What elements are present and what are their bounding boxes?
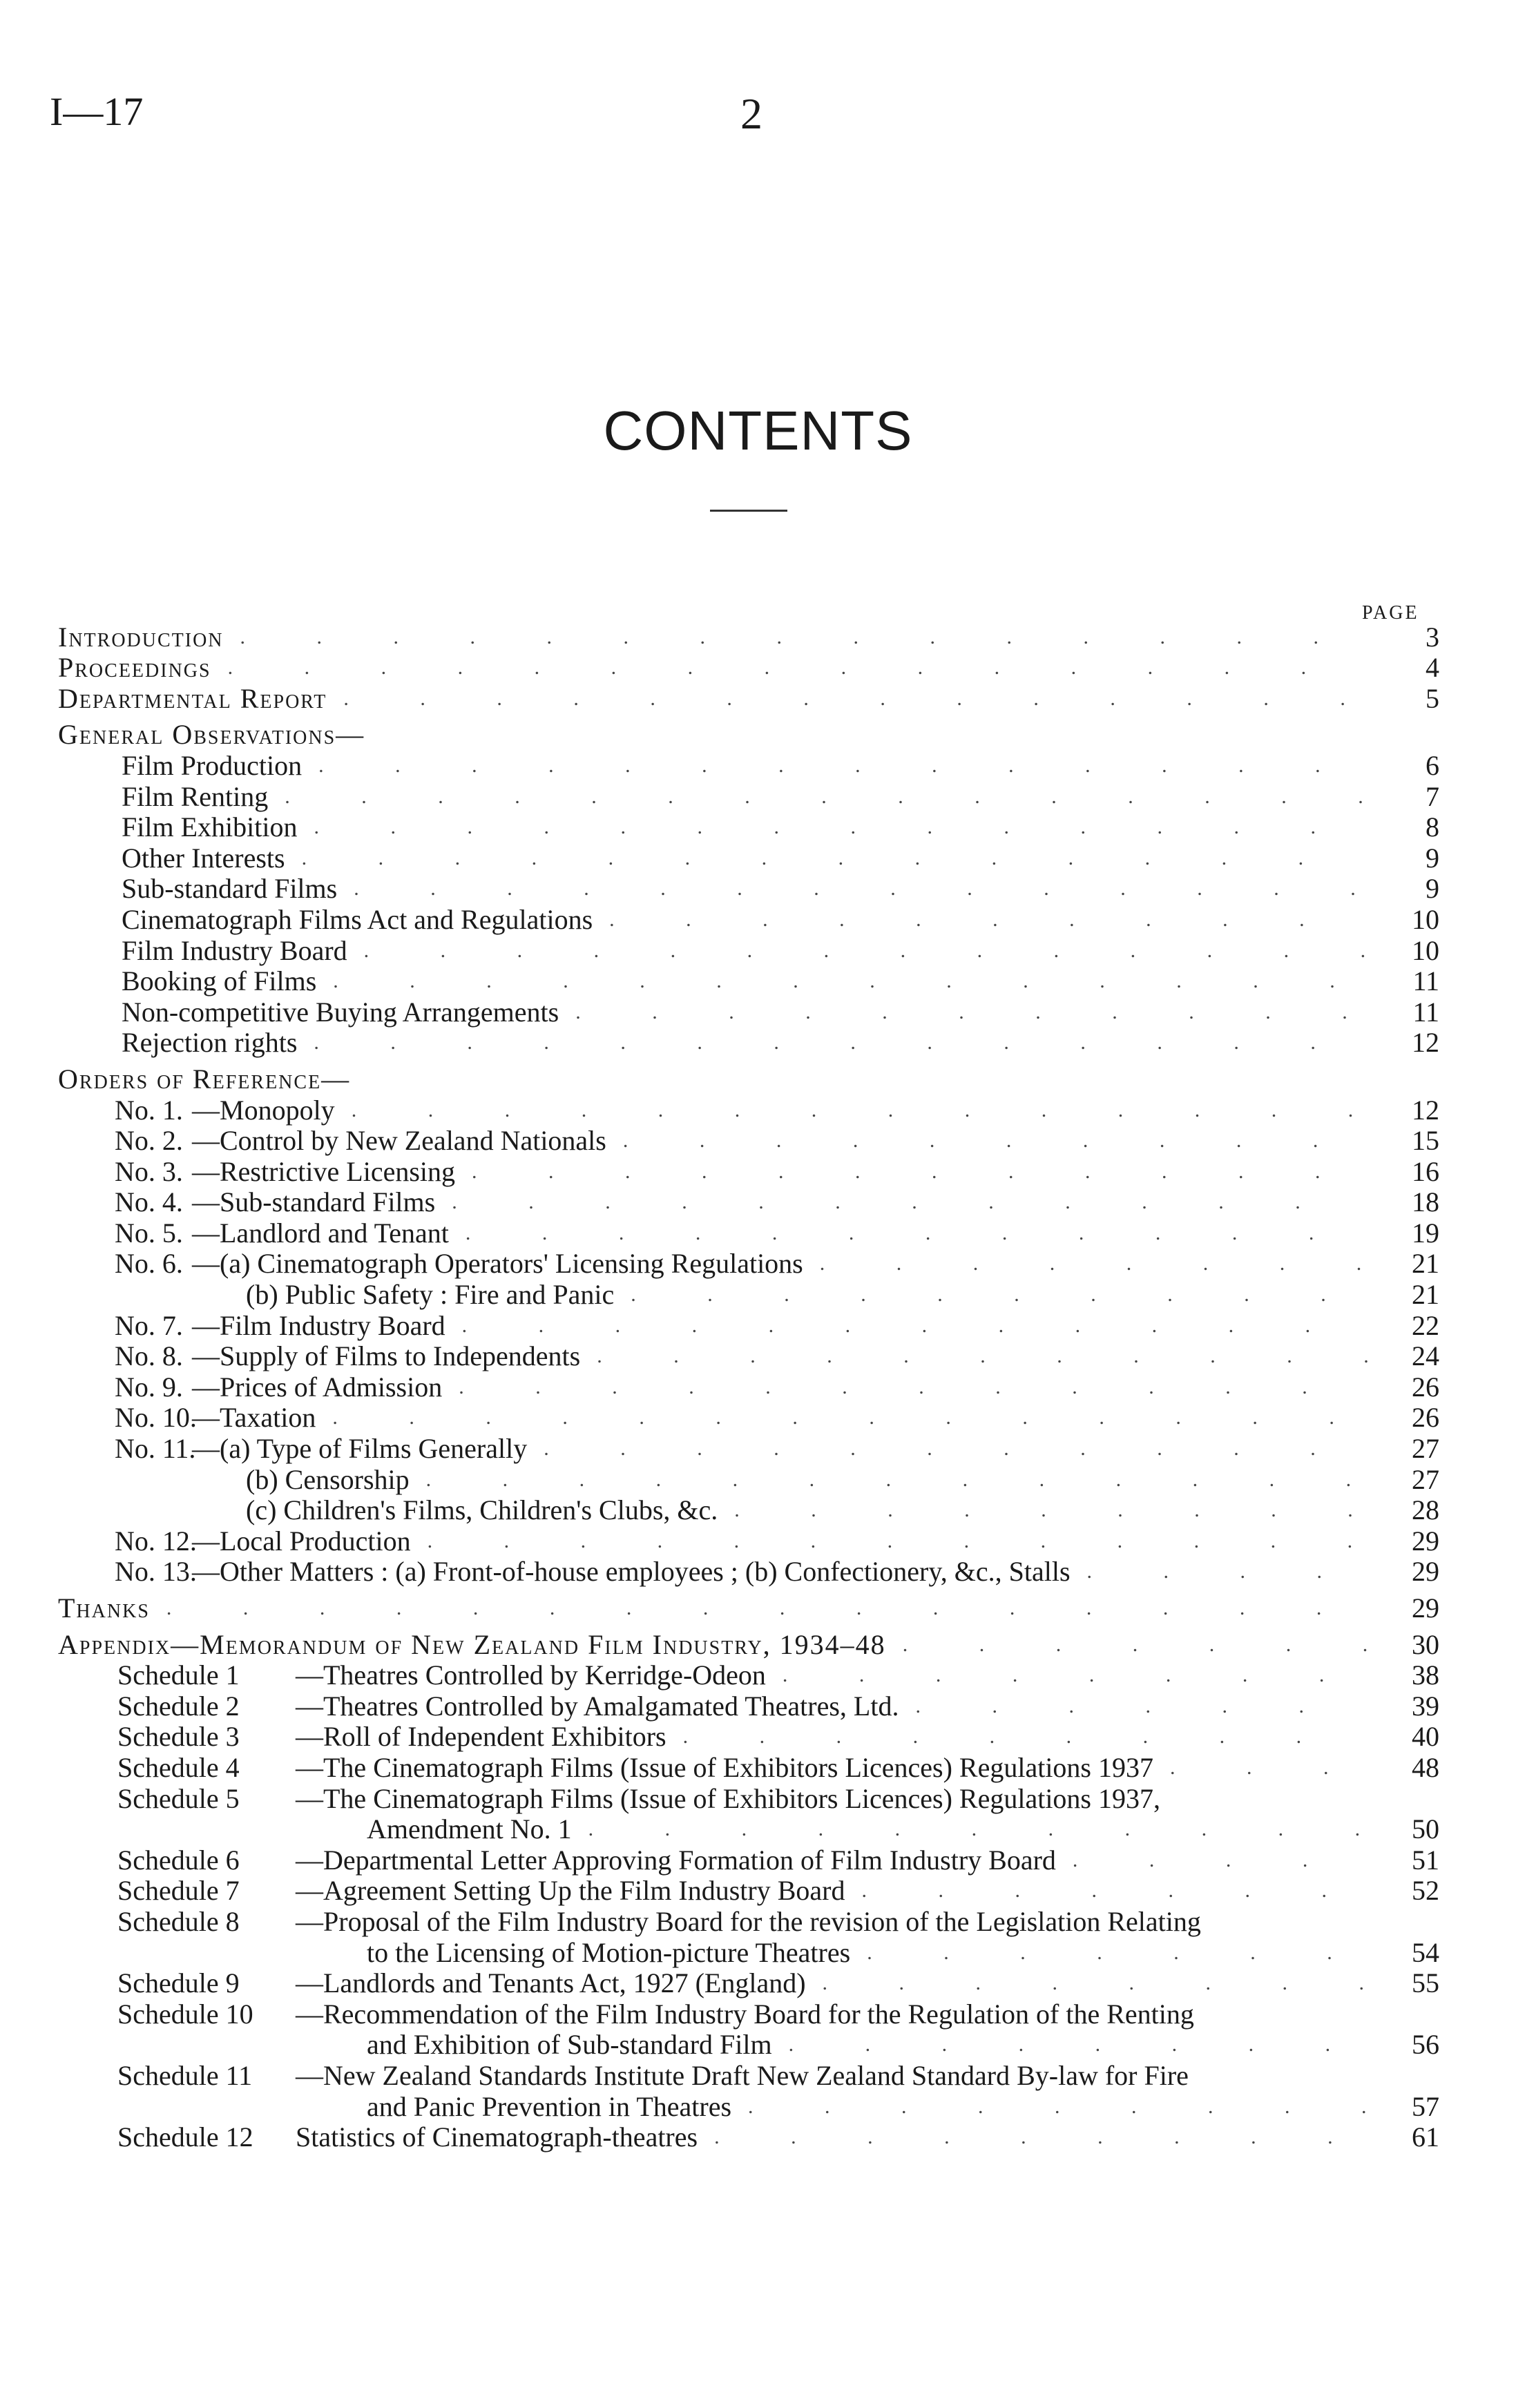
toc-entry[interactable] — [58, 996, 1439, 1028]
dot-leader — [575, 997, 1368, 1028]
schedule-name: Schedule 7 — [117, 1875, 240, 1907]
toc-entry-label: —Other Matters : (a) Front-of-house employees ; (b) Confectionery, &c., Stalls — [192, 1556, 1071, 1588]
order-number: No. 9. — [115, 1371, 183, 1403]
toc-entry-text — [115, 1157, 455, 1187]
toc-entry-page: 3 — [1426, 621, 1439, 653]
toc-entry-page: 9 — [1426, 842, 1439, 874]
toc-entry[interactable] — [58, 1095, 1439, 1126]
schedule-text — [117, 1907, 1201, 1937]
schedule-title: to the Licensing of Motion-picture Theatres — [367, 1936, 851, 1968]
toc-entry[interactable] — [58, 1279, 1439, 1310]
toc-entry-label: —Restrictive Licensing — [192, 1155, 456, 1187]
toc-entry-label: —Control by New Zealand Nationals — [192, 1125, 606, 1157]
schedule-entry-line — [58, 1783, 1439, 1814]
toc-entry-text — [246, 1495, 718, 1525]
toc-entry-page: 56 — [1412, 2029, 1439, 2061]
schedule-entry[interactable] — [58, 2122, 1439, 2153]
toc-entry-text — [115, 1341, 580, 1371]
order-number: No. 11. — [115, 1433, 196, 1465]
schedule-text — [117, 1660, 766, 1691]
toc-entry[interactable] — [58, 1187, 1439, 1218]
dot-leader — [783, 1660, 1368, 1691]
toc-entry-text — [115, 1403, 316, 1433]
schedule-title: Statistics of Cinematograph-theatres — [296, 2121, 698, 2153]
dot-leader — [314, 812, 1368, 842]
toc-entry-label: Booking of Films — [122, 965, 317, 997]
table-of-contents — [58, 622, 1439, 2152]
toc-entry-label: Film Exhibition — [122, 811, 298, 843]
toc-entry-page: 27 — [1412, 1433, 1439, 1465]
toc-entry[interactable] — [58, 1433, 1439, 1464]
toc-entry-page: 7 — [1426, 780, 1439, 812]
toc-entry-page: 15 — [1412, 1125, 1439, 1157]
toc-entry-text — [115, 1311, 445, 1341]
toc-entry-text — [115, 1557, 1071, 1587]
document-reference: I—17 — [50, 89, 144, 134]
toc-entry-introduction[interactable] — [58, 622, 1439, 653]
toc-entry-thanks[interactable] — [58, 1592, 1439, 1624]
dot-leader — [354, 874, 1368, 904]
page-column-label: PAGE — [1362, 602, 1419, 624]
toc-entry-label: —(a) Type of Films Generally — [192, 1433, 528, 1465]
toc-entry-page: 50 — [1412, 1813, 1439, 1845]
dot-leader — [1170, 1753, 1368, 1783]
schedule-name: Schedule 10 — [117, 1998, 253, 2030]
schedule-entry[interactable] — [58, 1876, 1439, 1907]
toc-entry-text — [115, 1095, 335, 1126]
schedule-text — [117, 1999, 1194, 2030]
schedule-entry[interactable] — [58, 1722, 1439, 1753]
schedule-text — [367, 1938, 850, 1968]
dot-leader — [428, 1526, 1368, 1557]
schedule-entry[interactable] — [58, 1691, 1439, 1722]
toc-entry-page: 18 — [1412, 1186, 1439, 1218]
toc-entry-page: 9 — [1426, 873, 1439, 905]
toc-entry-label: Film Production — [122, 749, 303, 781]
toc-entry[interactable] — [58, 1217, 1439, 1249]
schedule-title: —Landlords and Tenants Act, 1927 (England) — [296, 1967, 806, 1999]
toc-section-orders-of-reference — [58, 1063, 1439, 1095]
dot-leader — [544, 1434, 1368, 1464]
toc-entry-page: 8 — [1426, 811, 1439, 843]
dot-leader — [333, 966, 1368, 996]
toc-entry-label: —Film Industry Board — [192, 1309, 445, 1341]
order-number: No. 2. — [115, 1125, 183, 1157]
toc-entry-text — [246, 1465, 410, 1495]
toc-section-general-observations — [58, 720, 1439, 751]
toc-entry-page: 29 — [1412, 1592, 1439, 1624]
dot-leader — [714, 2122, 1368, 2152]
dot-leader — [903, 1630, 1368, 1660]
section-heading: General Observations— — [58, 719, 365, 751]
toc-entry-page: 51 — [1412, 1844, 1439, 1876]
toc-entry-label: Appendix—Memorandum of New Zealand Film Industry, 1934–48 — [58, 1628, 886, 1660]
toc-entry-page: 21 — [1412, 1248, 1439, 1280]
toc-entry-label: (b) Censorship — [246, 1463, 410, 1495]
schedule-entry-line — [58, 2060, 1439, 2091]
section-heading: Orders of Reference— — [58, 1063, 351, 1095]
toc-entry-label: Departmental Report — [58, 682, 327, 714]
schedule-title: —Proposal of the Film Industry Board for the revision of the Legislation Relating — [296, 1905, 1201, 1937]
toc-entry-page: 21 — [1412, 1279, 1439, 1311]
dot-leader — [609, 905, 1368, 935]
toc-entry-text — [115, 1187, 435, 1217]
toc-entry-label: Sub-standard Films — [122, 873, 338, 905]
dot-leader — [343, 684, 1368, 714]
toc-entry-label: —Taxation — [192, 1402, 316, 1434]
toc-entry-label: —Landlord and Tenant — [192, 1217, 449, 1249]
schedule-title: —The Cinematograph Films (Issue of Exhibitors Licences) Regulations 1937 — [296, 1751, 1153, 1783]
toc-entry-text — [115, 1218, 449, 1249]
toc-entry-label: Rejection rights — [122, 1027, 298, 1059]
schedule-entry[interactable] — [58, 1937, 1439, 1968]
schedule-text — [117, 1753, 1153, 1783]
dot-leader — [318, 751, 1368, 781]
toc-entry[interactable] — [58, 781, 1439, 812]
toc-entry-page: 6 — [1426, 749, 1439, 781]
toc-entry[interactable] — [58, 1156, 1439, 1187]
toc-entry-text — [246, 1280, 614, 1310]
toc-entry-page: 27 — [1412, 1463, 1439, 1495]
toc-entry[interactable] — [58, 1371, 1439, 1403]
order-number: No. 4. — [115, 1186, 183, 1218]
order-number: No. 13. — [115, 1556, 197, 1588]
toc-entry-page: 57 — [1412, 2090, 1439, 2122]
toc-entry-page: 30 — [1412, 1628, 1439, 1660]
dot-leader — [352, 1095, 1368, 1126]
order-number: No. 10. — [115, 1402, 197, 1434]
schedule-text — [117, 1784, 1160, 1814]
dot-leader — [597, 1341, 1368, 1371]
toc-entry-departmental-report[interactable] — [58, 683, 1439, 714]
toc-entry-text — [115, 1526, 411, 1557]
schedule-name: Schedule 2 — [117, 1690, 240, 1722]
toc-entry-label: (b) Public Safety : Fire and Panic — [246, 1279, 615, 1311]
toc-entry-label: (c) Children's Films, Children's Clubs, &c. — [246, 1494, 718, 1526]
schedule-title: and Panic Prevention in Theatres — [367, 2090, 732, 2122]
schedule-title: —Agreement Setting Up the Film Industry Board — [296, 1875, 845, 1907]
toc-entry-page: 10 — [1412, 903, 1439, 935]
dot-leader — [466, 1218, 1368, 1249]
schedule-entry-line — [58, 1906, 1439, 1937]
dot-leader — [631, 1280, 1368, 1310]
schedule-name: Schedule 3 — [117, 1721, 240, 1753]
dot-leader — [364, 936, 1368, 966]
schedule-name: Schedule 12 — [117, 2121, 253, 2153]
toc-entry-label: Film Industry Board — [122, 934, 347, 966]
schedule-title: and Exhibition of Sub-standard Film — [367, 2029, 772, 2061]
toc-entry[interactable] — [58, 1557, 1439, 1588]
toc-entry-page: 29 — [1412, 1556, 1439, 1588]
toc-entry-page: 38 — [1412, 1659, 1439, 1691]
toc-entry-page: 55 — [1412, 1967, 1439, 1999]
toc-entry[interactable] — [58, 1310, 1439, 1341]
toc-entry-text — [115, 1249, 803, 1279]
dot-leader — [332, 1403, 1368, 1433]
toc-entry[interactable] — [58, 1525, 1439, 1557]
dot-leader — [1087, 1557, 1368, 1587]
toc-entry-page: 16 — [1412, 1155, 1439, 1187]
schedule-entry[interactable] — [58, 1752, 1439, 1783]
schedule-entry-line — [58, 1998, 1439, 2030]
dot-leader — [588, 1814, 1368, 1844]
toc-entry-page: 28 — [1412, 1494, 1439, 1526]
toc-entry[interactable] — [58, 904, 1439, 935]
schedule-text — [117, 1691, 899, 1722]
schedule-text — [367, 2092, 731, 2122]
order-number: No. 1. — [115, 1094, 183, 1126]
dot-leader — [789, 2030, 1368, 2060]
toc-entry-label: Other Interests — [122, 842, 285, 874]
toc-entry-page: 19 — [1412, 1217, 1439, 1249]
dot-leader — [452, 1187, 1368, 1217]
schedule-name: Schedule 6 — [117, 1844, 240, 1876]
toc-entry-appendix[interactable] — [58, 1629, 1439, 1660]
toc-entry[interactable] — [58, 935, 1439, 966]
order-number: No. 12. — [115, 1525, 197, 1557]
schedule-text — [117, 1845, 1056, 1876]
dot-leader — [462, 1311, 1368, 1341]
toc-entry-page: 12 — [1412, 1094, 1439, 1126]
toc-entry[interactable] — [58, 1403, 1439, 1434]
toc-entry[interactable] — [58, 1249, 1439, 1280]
schedule-entry[interactable] — [58, 2091, 1439, 2122]
schedule-entry[interactable] — [58, 1814, 1439, 1845]
page-title: CONTENTS — [603, 400, 913, 461]
toc-entry-label: —(a) Cinematograph Operators' Licensing Regulations — [192, 1248, 803, 1280]
schedule-text — [117, 2061, 1189, 2091]
toc-entry[interactable] — [58, 874, 1439, 905]
toc-entry-label: —Prices of Admission — [192, 1371, 443, 1403]
schedule-text — [367, 1814, 572, 1844]
toc-entry-page: 52 — [1412, 1875, 1439, 1907]
schedule-title: Amendment No. 1 — [367, 1813, 572, 1845]
schedule-title: —The Cinematograph Films (Issue of Exhibitors Licences) Regulations 1937, — [296, 1782, 1160, 1814]
schedule-entry[interactable] — [58, 1968, 1439, 1999]
title-rule — [710, 510, 787, 512]
toc-entry-label: —Supply of Films to Independents — [192, 1340, 581, 1372]
toc-entry-page: 54 — [1412, 1936, 1439, 1968]
toc-entry-page: 5 — [1426, 682, 1439, 714]
schedule-name: Schedule 8 — [117, 1905, 240, 1937]
schedule-entry[interactable] — [58, 2030, 1439, 2061]
dot-leader — [867, 1938, 1368, 1968]
toc-entry[interactable] — [58, 1495, 1439, 1526]
dot-leader — [472, 1157, 1368, 1187]
dot-leader — [823, 1968, 1368, 1998]
toc-entry-page: 26 — [1412, 1371, 1439, 1403]
toc-entry[interactable] — [58, 812, 1439, 843]
toc-entry-page: 12 — [1412, 1027, 1439, 1059]
toc-entry-page: 11 — [1412, 996, 1439, 1028]
toc-entry-label: —Sub-standard Films — [192, 1186, 436, 1218]
schedule-title: —Roll of Independent Exhibitors — [296, 1721, 666, 1753]
dot-leader — [623, 1126, 1368, 1156]
toc-entry-page: 61 — [1412, 2121, 1439, 2153]
dot-leader — [1073, 1845, 1368, 1876]
toc-entry-label: Non-competitive Buying Arrangements — [122, 996, 559, 1028]
toc-entry-label: —Monopoly — [192, 1094, 335, 1126]
toc-entry[interactable] — [58, 1464, 1439, 1495]
dot-leader — [915, 1691, 1368, 1722]
toc-entry-label: Introduction — [58, 621, 224, 653]
dot-leader — [861, 1876, 1368, 1906]
toc-entry-page: 39 — [1412, 1690, 1439, 1722]
toc-entry-label: Cinematograph Films Act and Regulations — [122, 903, 593, 935]
dot-leader — [240, 622, 1368, 653]
toc-entry-page: 29 — [1412, 1525, 1439, 1557]
schedule-name: Schedule 4 — [117, 1751, 240, 1783]
toc-entry-page: 26 — [1412, 1402, 1439, 1434]
order-number: No. 5. — [115, 1217, 183, 1249]
schedule-text — [117, 2122, 698, 2152]
schedule-text — [117, 1722, 666, 1752]
schedule-name: Schedule 11 — [117, 2059, 253, 2091]
toc-entry-label: Film Renting — [122, 780, 269, 812]
order-number: No. 6. — [115, 1248, 183, 1280]
order-number: No. 3. — [115, 1155, 183, 1187]
toc-entry-page: 48 — [1412, 1751, 1439, 1783]
toc-entry-label: —Local Production — [192, 1525, 411, 1557]
toc-entry[interactable] — [58, 750, 1439, 781]
schedule-text — [117, 1876, 845, 1906]
schedule-title: —Theatres Controlled by Kerridge-Odeon — [296, 1659, 766, 1691]
schedule-title: —Recommendation of the Film Industry Board for the Regulation of the Renting — [296, 1998, 1194, 2030]
schedule-text — [117, 1968, 806, 1998]
toc-entry-page: 4 — [1426, 652, 1439, 684]
schedule-name: Schedule 5 — [117, 1782, 240, 1814]
dot-leader — [314, 1028, 1368, 1058]
toc-entry[interactable] — [58, 1341, 1439, 1372]
toc-entry[interactable] — [58, 966, 1439, 997]
schedule-text — [367, 2030, 772, 2060]
toc-entry-proceedings[interactable] — [58, 653, 1439, 684]
toc-entry-label: Thanks — [58, 1592, 150, 1624]
toc-entry-text — [115, 1434, 527, 1464]
toc-entry-text — [115, 1126, 606, 1156]
dot-leader — [820, 1249, 1368, 1279]
schedule-entry[interactable] — [58, 1844, 1439, 1876]
dot-leader — [459, 1372, 1368, 1403]
toc-entry[interactable] — [58, 1126, 1439, 1157]
schedule-name: Schedule 1 — [117, 1659, 240, 1691]
dot-leader — [228, 653, 1368, 683]
page-number: 2 — [740, 89, 762, 138]
toc-entry[interactable] — [58, 842, 1439, 874]
toc-entry-page: 22 — [1412, 1309, 1439, 1341]
toc-entry-page: 24 — [1412, 1340, 1439, 1372]
toc-entry-page: 10 — [1412, 934, 1439, 966]
toc-entry-page: 40 — [1412, 1721, 1439, 1753]
toc-entry-page: 11 — [1412, 965, 1439, 997]
order-number: No. 7. — [115, 1309, 183, 1341]
schedule-title: —Theatres Controlled by Amalgamated Theatres, Ltd. — [296, 1690, 899, 1722]
schedule-entry[interactable] — [58, 1660, 1439, 1691]
toc-entry-text — [115, 1372, 442, 1403]
dot-leader — [166, 1593, 1368, 1624]
dot-leader — [426, 1465, 1368, 1495]
dot-leader — [734, 1495, 1368, 1525]
dot-leader — [683, 1722, 1368, 1752]
schedule-name: Schedule 9 — [117, 1967, 240, 1999]
toc-entry-label: Proceedings — [58, 652, 211, 684]
order-number: No. 8. — [115, 1340, 183, 1372]
dot-leader — [285, 782, 1368, 812]
dot-leader — [302, 843, 1368, 874]
schedule-title: —New Zealand Standards Institute Draft New Zealand Standard By-law for Fire — [296, 2059, 1189, 2091]
dot-leader — [748, 2092, 1368, 2122]
schedule-title: —Departmental Letter Approving Formation of Film Industry Board — [296, 1844, 1056, 1876]
toc-entry[interactable] — [58, 1028, 1439, 1059]
